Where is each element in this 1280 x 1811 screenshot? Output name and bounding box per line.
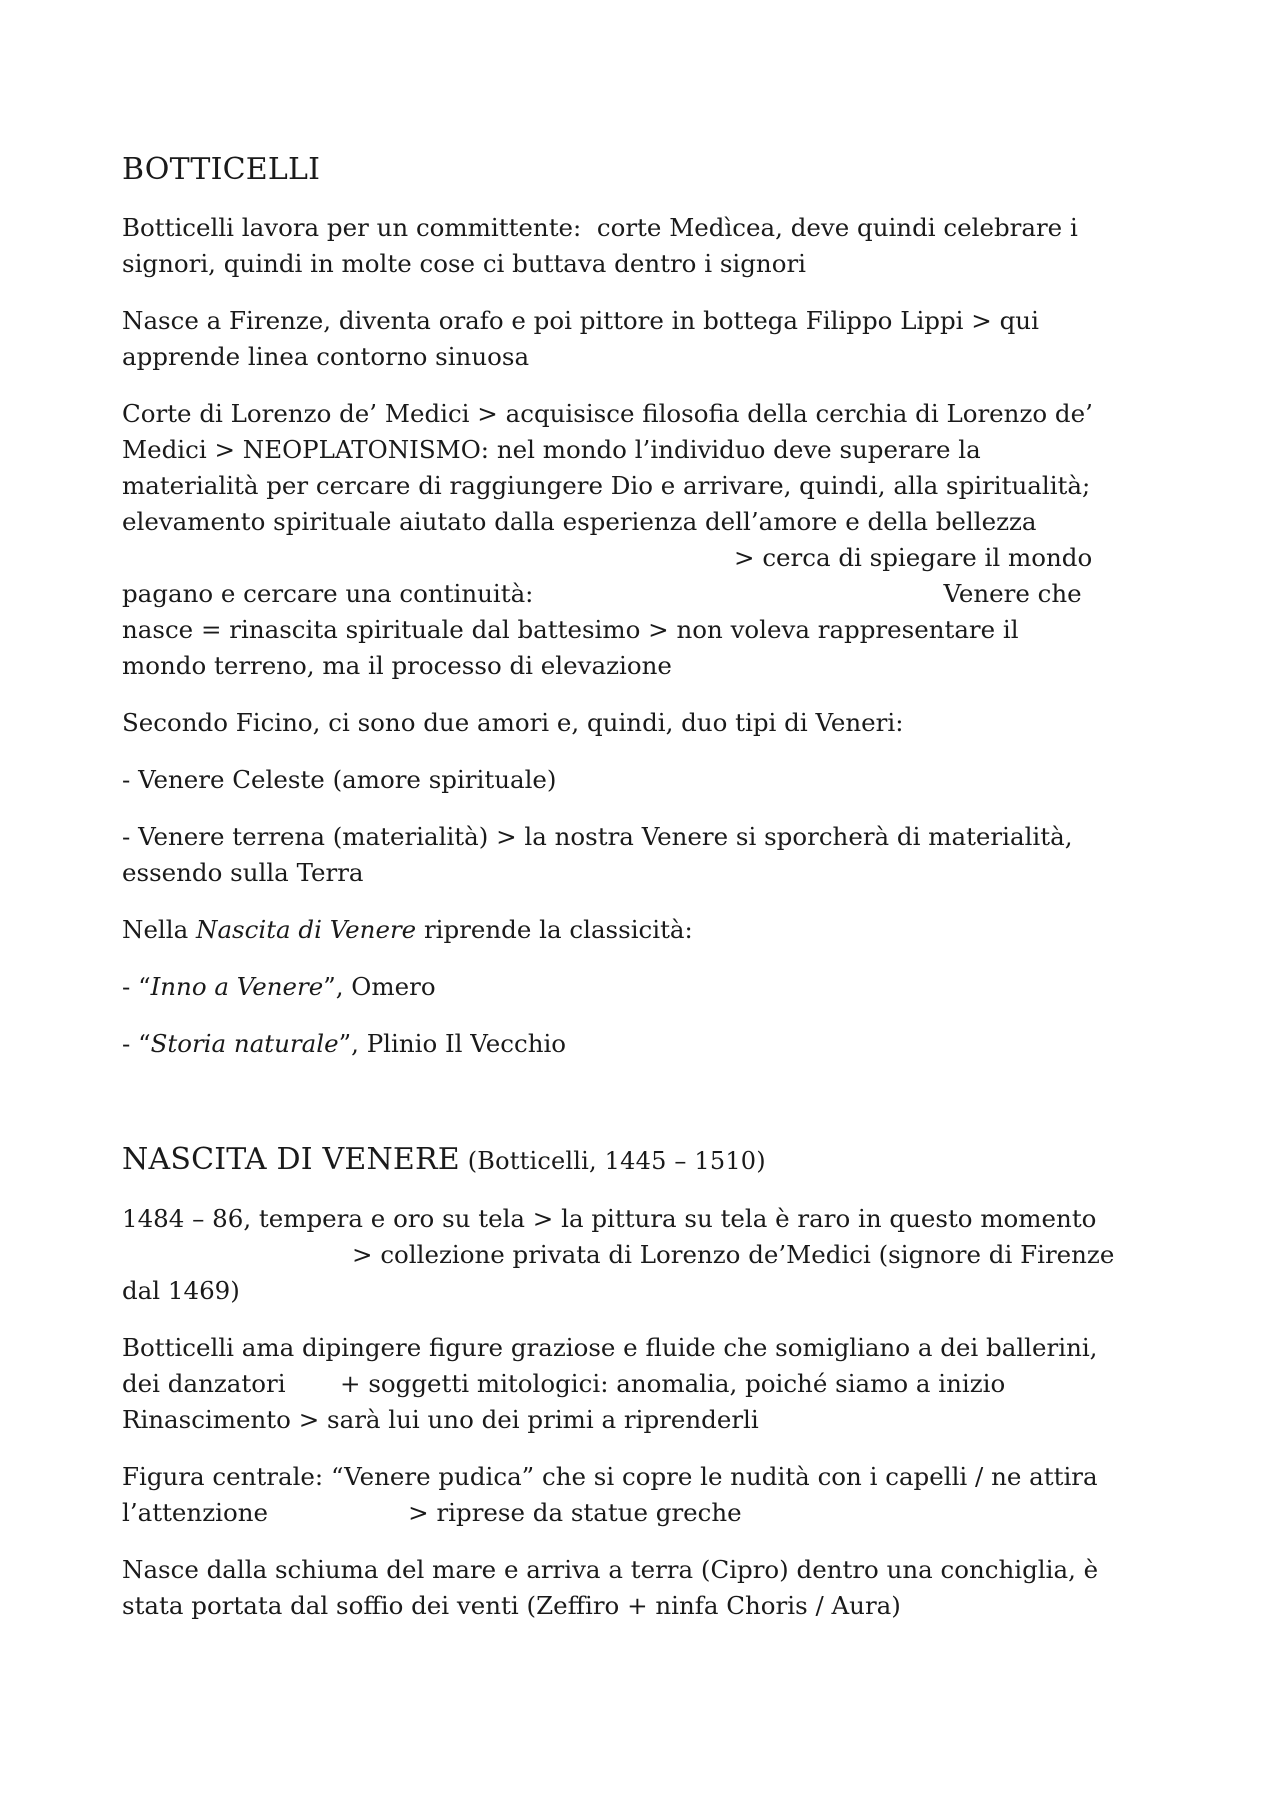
text-line: dei danzatori + soggetti mitologici: anomalia, poiché siamo a inizio — [122, 1369, 1006, 1398]
text-fragment: ”, Omero — [323, 972, 436, 1001]
heading-subtitle: (Botticelli, 1445 – 1510) — [459, 1147, 766, 1175]
text-fragment: - “ — [122, 1029, 151, 1058]
paragraph-classicita — [122, 912, 1182, 948]
text-line: nasce = rinascita spirituale dal battesimo > non voleva rappresentare il — [122, 615, 1019, 644]
text-fragment: Venere che — [943, 579, 1082, 608]
text-line: Nasce a Firenze, diventa orafo e poi pittore in bottega Filippo Lippi > qui — [122, 306, 1039, 335]
text-line: stata portata dal soffio dei venti (Zeffiro + ninfa Choris / Aura) — [122, 1591, 901, 1620]
text-line: l’attenzione > riprese da statue greche — [122, 1498, 742, 1527]
text-line: Rinascimento > sarà lui uno dei primi a riprenderli — [122, 1405, 759, 1434]
list-item-venere-terrena — [122, 819, 1182, 891]
text-line: materialità per cercare di raggiungere Dio e arrivare, quindi, alla spiritualità; — [122, 471, 1091, 500]
paragraph-schiuma-del-mare — [122, 1552, 1182, 1624]
paragraph-venere-pudica — [122, 1459, 1182, 1531]
italic-title: Inno a Venere — [150, 972, 324, 1001]
section-title-botticelli: BOTTICELLI — [122, 152, 321, 187]
text-fragment: Nella — [122, 915, 197, 944]
text-line — [122, 969, 1182, 1005]
text-line: Botticelli ama dipingere figure graziose e fluide che somigliano a dei ballerini, — [122, 1333, 1098, 1362]
italic-title: Nascita di Venere — [196, 915, 417, 944]
text-line: Corte di Lorenzo de’ Medici > acquisisce filosofia della cerchia di Lorenzo de’ — [122, 399, 1093, 428]
paragraph-neoplatonismo — [122, 396, 1182, 684]
text-line: apprende linea contorno sinuosa — [122, 342, 530, 371]
italic-title: Storia naturale — [150, 1029, 339, 1058]
text-line: elevamento spirituale aiutato dalla esperienza dell’amore e della bellezza — [122, 507, 1037, 536]
text-line: Figura centrale: “Venere pudica” che si copre le nudità con i capelli / ne attira — [122, 1462, 1098, 1491]
heading-text: NASCITA DI VENERE — [122, 1142, 460, 1177]
text-line — [122, 576, 1182, 612]
text-line: > collezione privata di Lorenzo de’Medici (signore di Firenze — [352, 1240, 1115, 1269]
text-line: Botticelli lavora per un committente: corte Medìcea, deve quindi celebrare i — [122, 213, 1078, 242]
text-line: Nasce dalla schiuma del mare e arriva a terra (Cipro) dentro una conchiglia, è — [122, 1555, 1099, 1584]
text-line: - Venere Celeste (amore spirituale) — [122, 765, 557, 794]
paragraph-firenze — [122, 303, 1182, 375]
text-line: dal 1469) — [122, 1276, 240, 1305]
text-fragment: pagano e cercare una continuità: — [122, 579, 534, 608]
text-fragment: riprende la classicità: — [416, 915, 693, 944]
list-item-venere-celeste — [122, 762, 1182, 798]
paragraph-ficino — [122, 705, 1182, 741]
list-item-inno-a-venere — [122, 969, 1182, 1005]
text-line: mondo terreno, ma il processo di elevazione — [122, 651, 672, 680]
document-page — [122, 150, 1182, 1645]
text-line — [122, 1026, 1182, 1062]
text-line — [122, 912, 1182, 948]
text-line: Medici > NEOPLATONISMO: nel mondo l’individuo deve superare la — [122, 435, 981, 464]
paragraph-tempera — [122, 1201, 1182, 1309]
text-line: essendo sulla Terra — [122, 858, 364, 887]
text-line: Secondo Ficino, ci sono due amori e, quindi, duo tipi di Veneri: — [122, 708, 904, 737]
paragraph-figure-graziose — [122, 1330, 1182, 1438]
text-line: signori, quindi in molte cose ci buttava dentro i signori — [122, 249, 807, 278]
paragraph-committente — [122, 210, 1182, 282]
text-fragment: - “ — [122, 972, 151, 1001]
text-line: 1484 – 86, tempera e oro su tela > la pittura su tela è raro in questo momento — [122, 1204, 1097, 1233]
section-title-nascita-di-venere — [122, 1140, 1182, 1181]
text-line: > cerca di spiegare il mondo — [734, 543, 1093, 572]
text-fragment: ”, Plinio Il Vecchio — [338, 1029, 567, 1058]
list-item-storia-naturale — [122, 1026, 1182, 1062]
text-line: - Venere terrena (materialità) > la nostra Venere si sporcherà di materialità, — [122, 822, 1073, 851]
